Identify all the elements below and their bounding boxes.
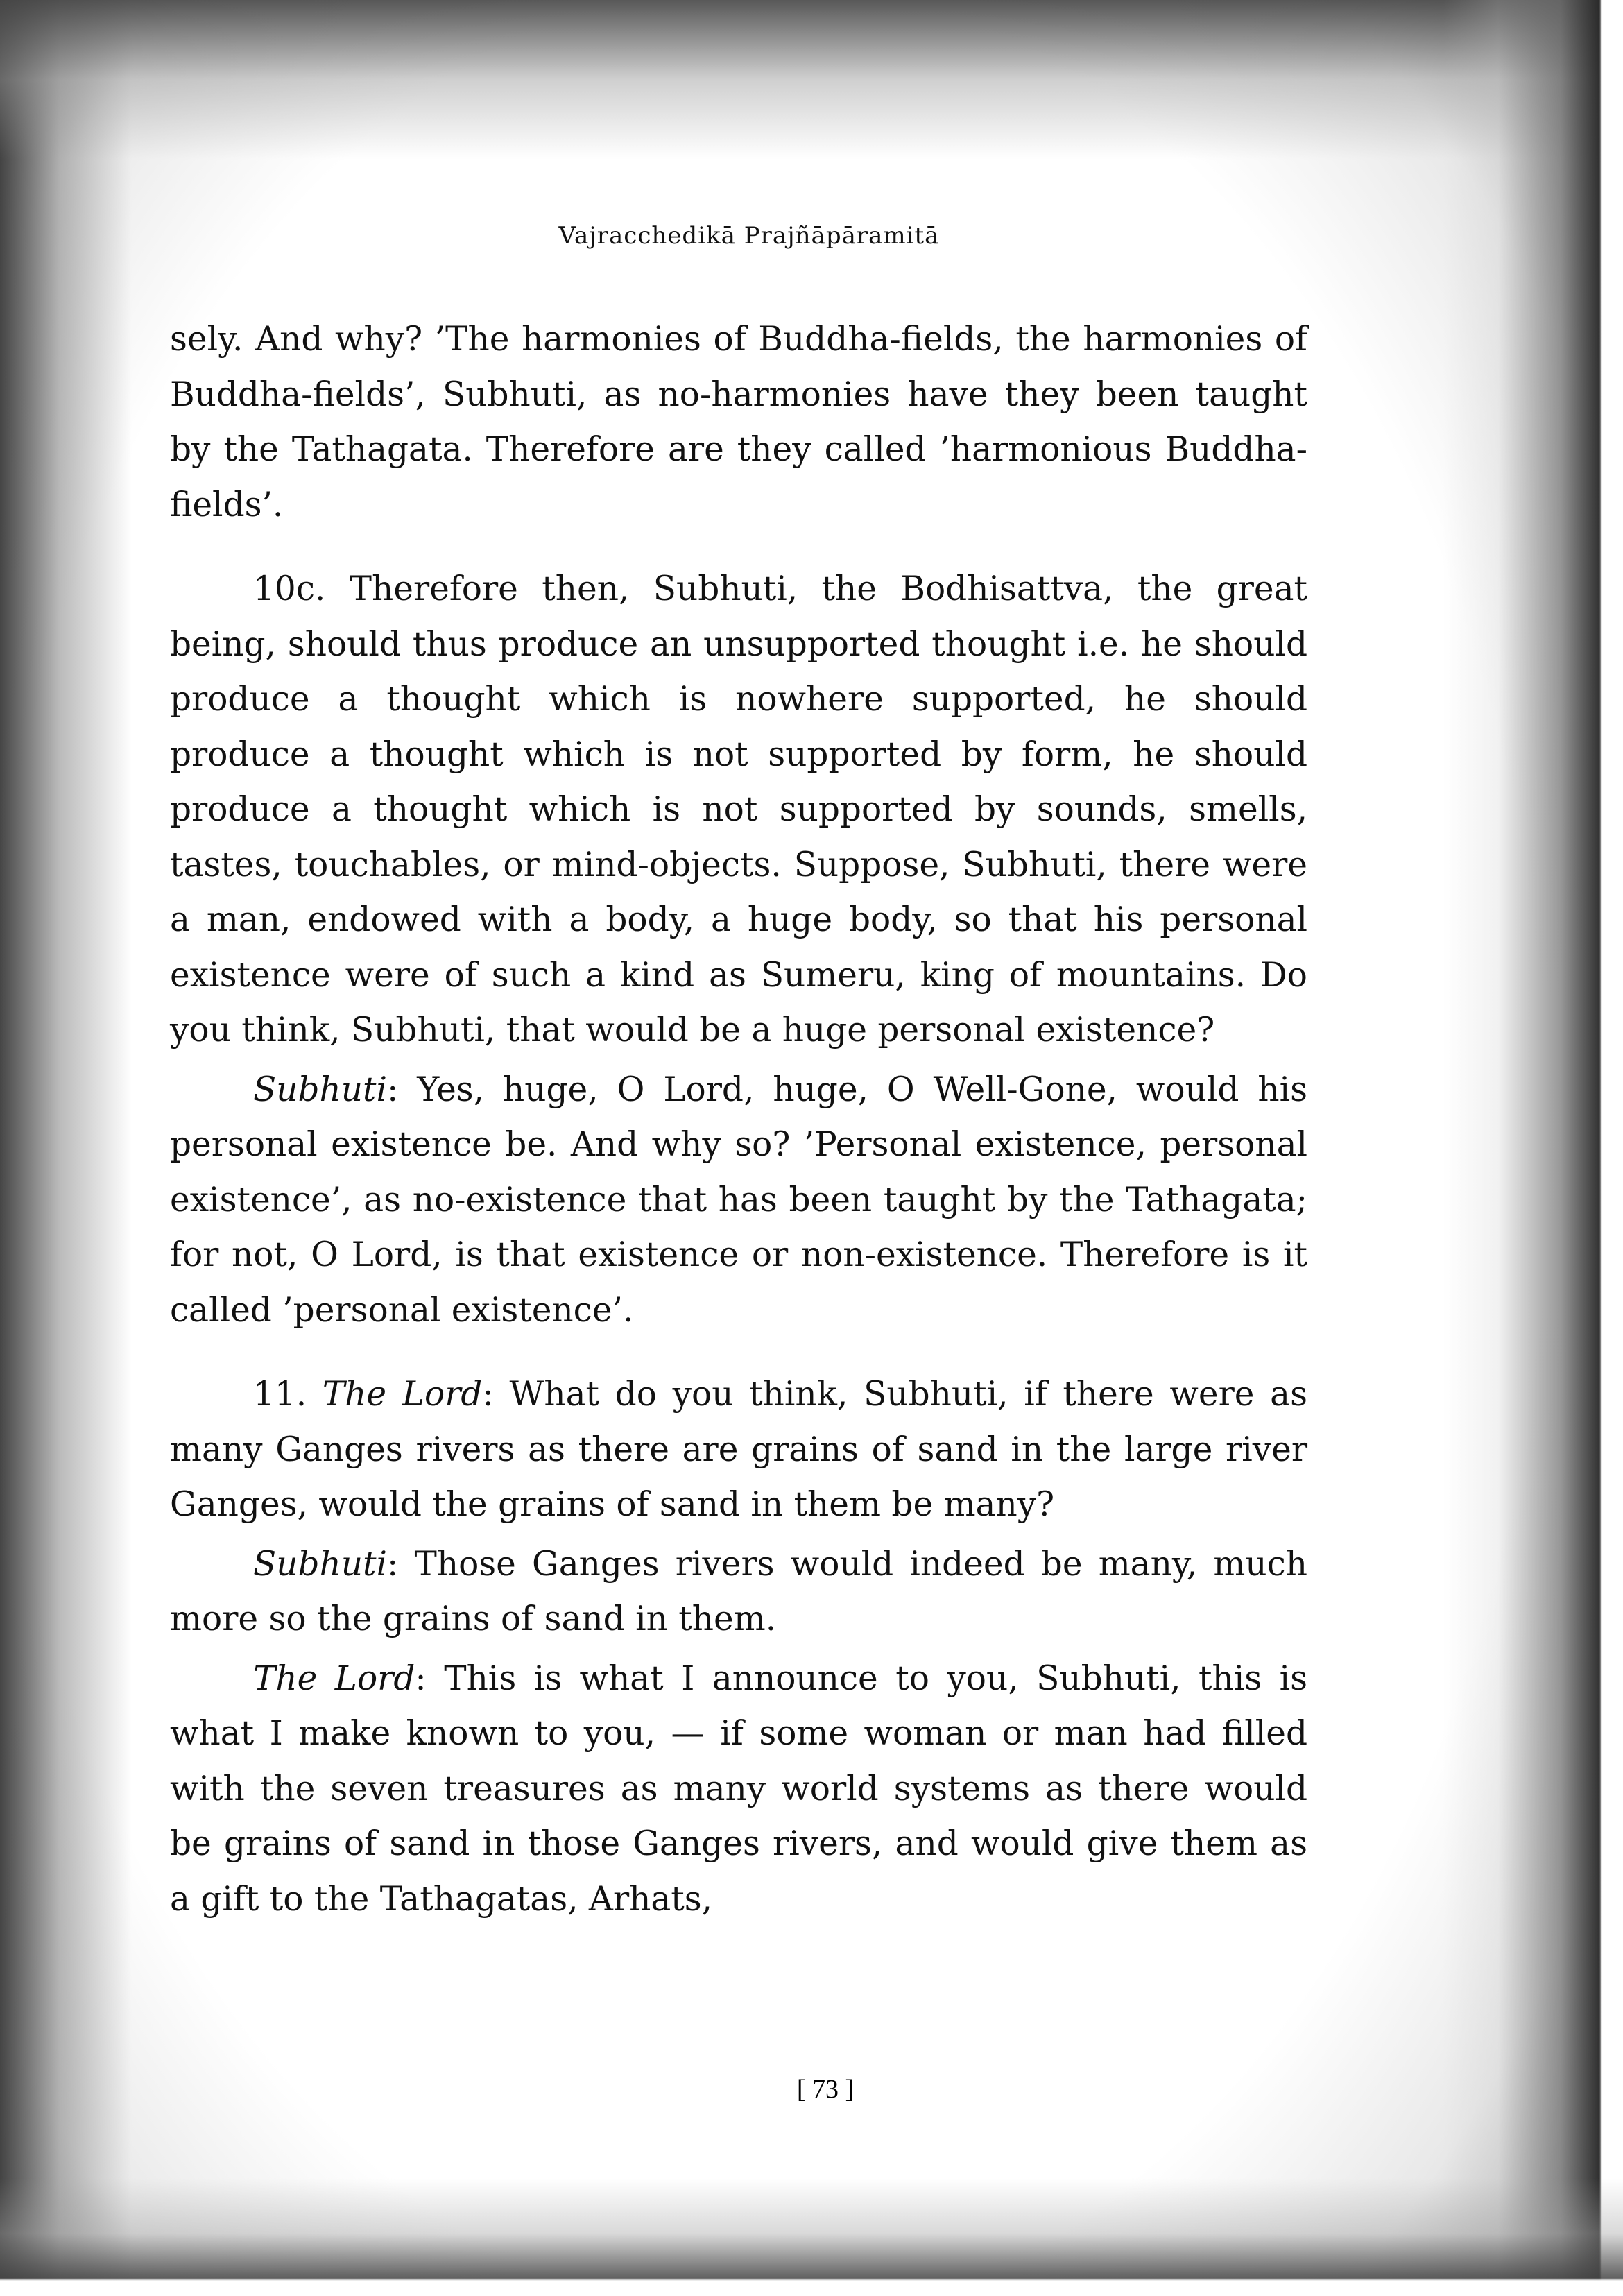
paragraph-text: : Those Ganges rivers would indeed be many, much more so the grains of sand in them. [170, 1544, 1307, 1638]
speaker-label: The Lord [253, 1659, 415, 1698]
paragraph-subhuti-answer [170, 1537, 1307, 1647]
page-body [170, 222, 1307, 1927]
speaker-label: The Lord [322, 1375, 483, 1414]
paragraph-11 [170, 1367, 1307, 1533]
scan-shadow-left [0, 0, 132, 2296]
scan-shadow-bottom [0, 2178, 1623, 2296]
scan-shadow-right [1443, 0, 1623, 2296]
scan-shadow-top [0, 0, 1623, 160]
paragraph-10c [170, 562, 1307, 1059]
section-number: 11. [253, 1375, 323, 1414]
paragraph-text: 10c. Therefore then, Subhuti, the Bodhisattva, the great being, should thus produce an unsupported thought i.e. he should produce a thought which is nowhere supported, he should produce a thought which is not supported by form, he should produce a thought which is not supported by sounds, smells, tastes, touchables, or mind-objects. Suppose, Subhuti, there were a man, endowed with a body, a huge body, so that his personal existence were of such a kind as Sumeru, king of mountains. Do you think, Subhuti, that would be a huge personal existence? [170, 569, 1307, 1050]
running-head: Vajracchedikā Prajñāpāramitā [558, 222, 940, 250]
paragraph-text: : Yes, huge, O Lord, huge, O Well-Gone, would his personal existence be. And why so? ’Personal existence, personal existence’, as no-existence that has been taught by the Tathagata; for not, O Lord, is that existence or non-existence. Therefore is it called ’personal existence’. [170, 1070, 1307, 1330]
paragraph-continuation [170, 312, 1307, 533]
paragraph-text: : What do you think, Subhuti, if there were as many Ganges rivers as there are grains of sand in the large river Ganges, would the grains of sand in them be many? [170, 1375, 1307, 1524]
speaker-label: Subhuti [253, 1544, 387, 1584]
paragraph-subhuti-reply [170, 1063, 1307, 1339]
speaker-label: Subhuti [253, 1070, 387, 1109]
paragraph-text: sely. And why? ’The harmonies of Buddha-fields, the harmonies of Buddha-fields’, Subhuti, as no-harmonies have they been taught by the Tathagata. Therefore are they called ’harmonious Buddha-fields’. [170, 320, 1307, 524]
page-number: [ 73 ] [796, 2075, 855, 2104]
paragraph-lord-announce [170, 1652, 1307, 1928]
paragraph-text: : This is what I announce to you, Subhuti, this is what I make known to you, — if some woman or man had filled with the seven treasures as many world systems as there would be grains of sand in those Ganges rivers, and would give them as a gift to the Tathagatas, Arhats, [170, 1659, 1307, 1919]
